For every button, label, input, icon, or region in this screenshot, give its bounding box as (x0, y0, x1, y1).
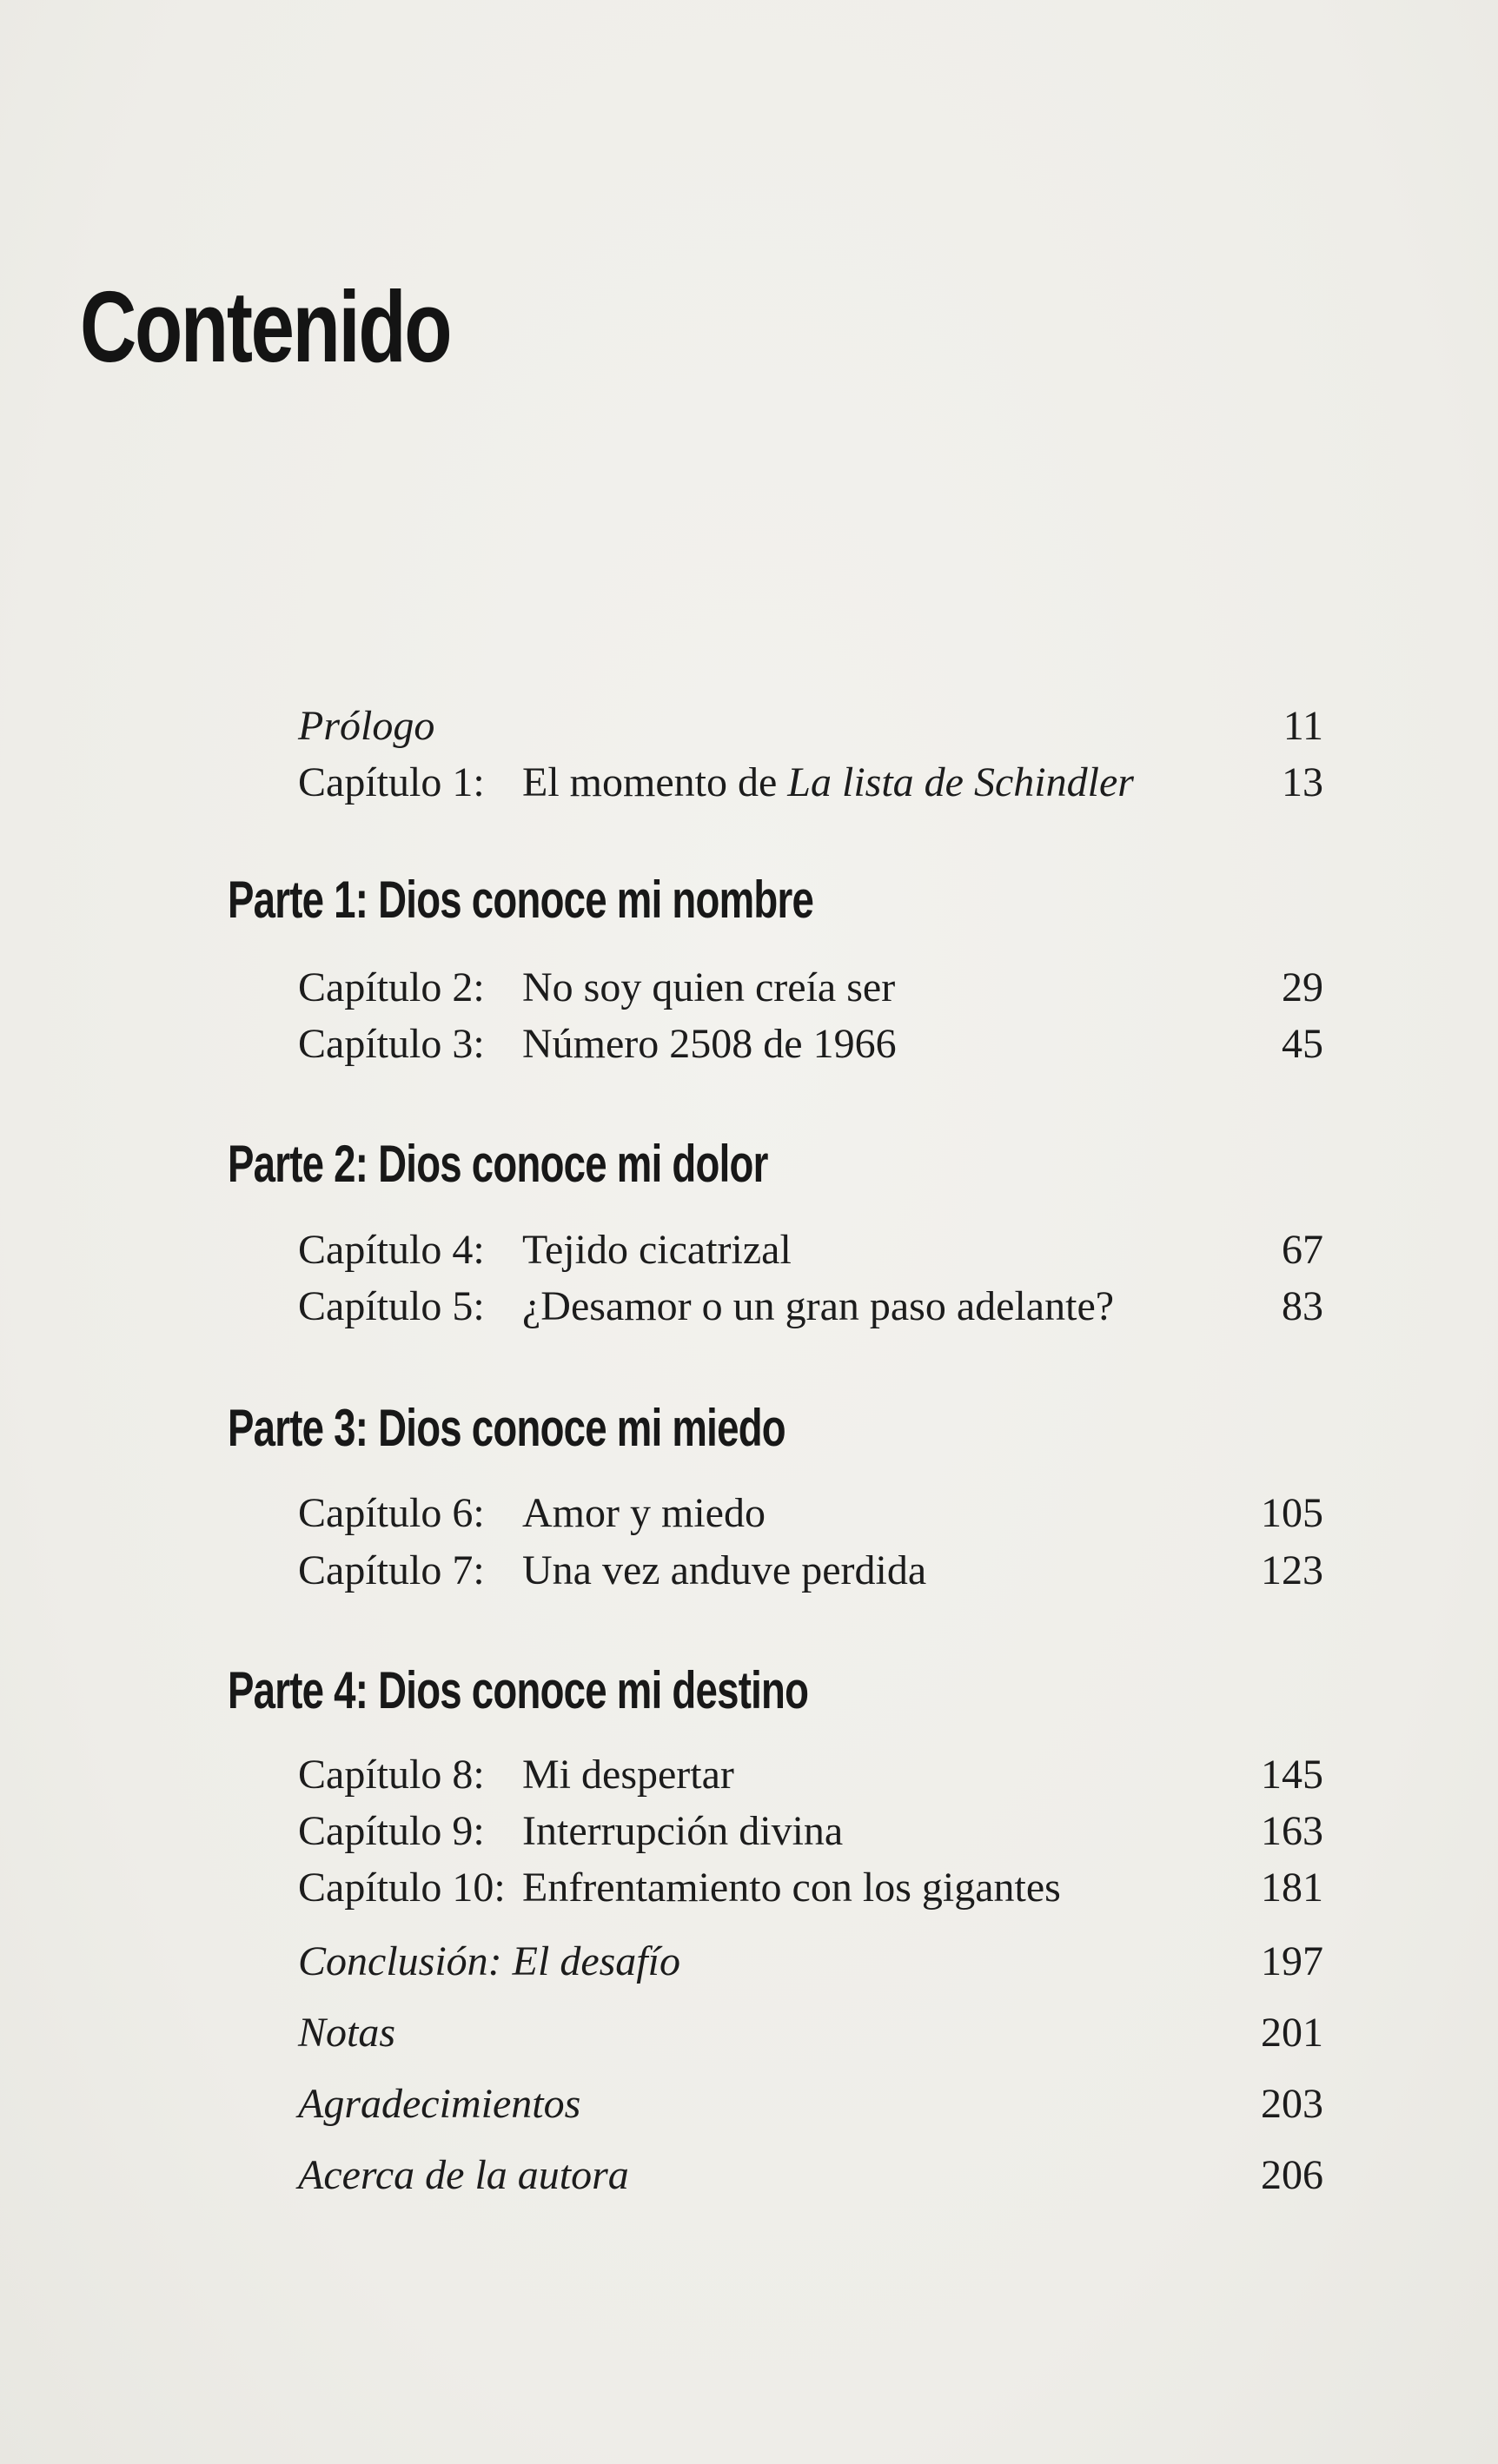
page-number: 163 (1261, 1808, 1323, 1854)
page-title: Contenido (80, 270, 451, 383)
toc-entry-chapter-9 (298, 1805, 1323, 1858)
entry-label: Notas (298, 2010, 396, 2056)
page-number: 206 (1261, 2152, 1323, 2198)
chapter-label: Capítulo 1: (298, 759, 485, 805)
chapter-label: Capítulo 9: (298, 1808, 485, 1854)
page-number: 145 (1261, 1752, 1323, 1798)
chapter-title (522, 757, 1134, 809)
page-number: 123 (1261, 1547, 1323, 1593)
chapter-title: Amor y miedo (522, 1490, 766, 1536)
toc-entry-chapter-10 (298, 1862, 1323, 1914)
chapter-label: Capítulo 4: (298, 1227, 485, 1273)
chapter-label: Capítulo 6: (298, 1490, 485, 1536)
chapter-title: Una vez anduve perdida (522, 1547, 927, 1593)
chapter-title: Tejido cicatrizal (522, 1227, 792, 1273)
toc-entry-chapter-3 (298, 1018, 1323, 1070)
chapter-title: Interrupción divina (522, 1808, 844, 1854)
chapter-label: Capítulo 8: (298, 1752, 485, 1798)
chapter-title-italic: La lista de Schindler (787, 759, 1134, 805)
chapter-title: Enfrentamiento con los gigantes (522, 1865, 1061, 1911)
chapter-label: Capítulo 2: (298, 964, 485, 1010)
entry-label: Conclusión: El desafío (298, 1938, 680, 1984)
page-number: 197 (1261, 1938, 1323, 1984)
page-number: 67 (1282, 1227, 1323, 1273)
part-heading-2: Parte 2: Dios conoce mi dolor (228, 1135, 768, 1193)
page-number: 11 (1283, 703, 1323, 749)
page-number: 181 (1261, 1865, 1323, 1911)
chapter-label: Capítulo 10: (298, 1865, 506, 1911)
page-number: 105 (1261, 1490, 1323, 1536)
part-heading-3: Parte 3: Dios conoce mi miedo (228, 1399, 785, 1457)
page-number: 13 (1282, 759, 1323, 805)
chapter-title: No soy quien creía ser (522, 964, 896, 1010)
part-heading-1: Parte 1: Dios conoce mi nombre (228, 871, 814, 929)
toc-entry-prologo (298, 700, 1323, 752)
page-number: 203 (1261, 2081, 1323, 2127)
chapter-label: Capítulo 7: (298, 1547, 485, 1593)
toc-entry-chapter-2 (298, 962, 1323, 1014)
toc-entry-acerca (298, 2149, 1323, 2202)
toc-entry-conclusion (298, 1936, 1323, 1988)
toc-entry-chapter-4 (298, 1224, 1323, 1276)
part-heading-4: Parte 4: Dios conoce mi destino (228, 1661, 809, 1719)
page-number: 201 (1261, 2010, 1323, 2056)
chapter-title: Número 2508 de 1966 (522, 1021, 897, 1067)
chapter-label: Capítulo 5: (298, 1283, 485, 1329)
page-number: 83 (1282, 1283, 1323, 1329)
page-number: 29 (1282, 964, 1323, 1010)
entry-label: Acerca de la autora (298, 2152, 629, 2198)
toc-entry-agradecimientos (298, 2078, 1323, 2130)
entry-label: Prólogo (298, 703, 435, 749)
toc-entry-chapter-1 (298, 757, 1323, 809)
chapter-title: Mi despertar (522, 1752, 734, 1798)
chapter-label: Capítulo 3: (298, 1021, 485, 1067)
toc-entry-chapter-6 (298, 1487, 1323, 1540)
entry-label: Agradecimientos (298, 2081, 581, 2127)
toc-entry-chapter-5 (298, 1281, 1323, 1333)
chapter-title: ¿Desamor o un gran paso adelante? (522, 1283, 1115, 1329)
chapter-title-plain: El momento de (522, 759, 788, 805)
toc-entry-chapter-8 (298, 1749, 1323, 1801)
toc-entry-notas (298, 2007, 1323, 2059)
page-number: 45 (1282, 1021, 1323, 1067)
toc-entry-chapter-7 (298, 1545, 1323, 1597)
